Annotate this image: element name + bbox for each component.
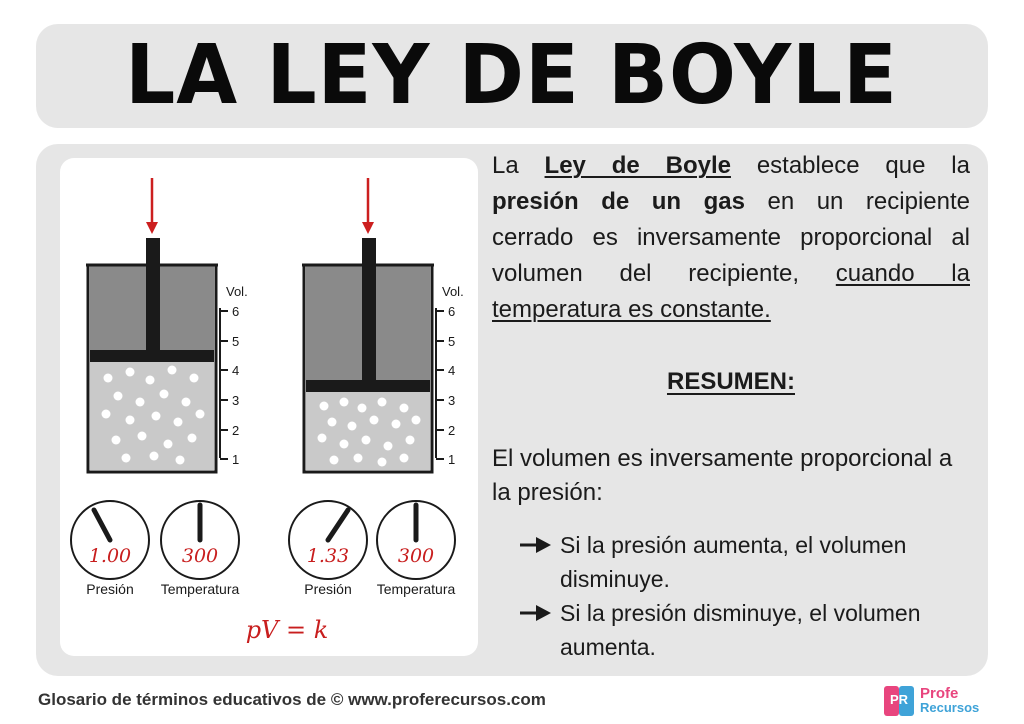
vol-label: Vol. [226, 284, 248, 299]
arrowhead-icon [362, 222, 374, 234]
intro-line: presión de un gas en un recipiente [492, 188, 970, 215]
gas-chamber [306, 386, 430, 470]
list-item [520, 596, 960, 664]
temperature-label: Temperatura [160, 581, 240, 597]
intro-line: temperatura es constante. [492, 296, 771, 323]
resumen-heading: RESUMEN: [666, 368, 795, 395]
list-item [520, 528, 960, 596]
temperature-value: 300 [181, 545, 219, 567]
pressure-label: Presión [304, 581, 352, 597]
intro-line: volumen del recipiente, cuando la [492, 260, 970, 287]
piston-rod [362, 238, 376, 382]
cylinder-1 [86, 178, 248, 472]
scale-mark: 5 [232, 334, 240, 349]
logo-text: Profe Recursos [920, 685, 980, 715]
diagram-svg [60, 158, 478, 656]
term-ley-de-boyle: Ley de Boyle [544, 152, 731, 179]
arrow-right-icon [520, 604, 552, 622]
bullet-text: Si la presión disminuye, el volumen aumenta. [560, 600, 921, 660]
cylinder-2 [302, 178, 464, 472]
pressure-value: 1.00 [88, 545, 132, 567]
scale-mark: 4 [232, 363, 240, 378]
pressure-value: 1.33 [306, 545, 350, 567]
scale-mark: 2 [232, 423, 240, 438]
gauge-pressure-2 [289, 501, 367, 597]
scale-mark: 5 [448, 334, 456, 349]
volume-scale [436, 304, 455, 467]
scale-mark: 6 [448, 304, 456, 319]
intro-line: La Ley de Boyle establece que la [492, 152, 970, 179]
boyle-diagram [60, 158, 478, 656]
title-banner [36, 24, 988, 128]
scale-mark: 1 [448, 452, 456, 467]
page-title: LA LEY DE BOYLE [125, 28, 899, 123]
temperature-label: Temperatura [376, 581, 456, 597]
boyle-formula: pV = k [245, 616, 329, 644]
bullet-list [520, 528, 960, 664]
gauge-temperature-1 [161, 501, 240, 597]
footer-credit: Glosario de términos educativos de © www.proferecursos.com [38, 690, 546, 709]
vol-label: Vol. [442, 284, 464, 299]
scale-mark: 3 [448, 393, 456, 408]
bullet-text: Si la presión aumenta, el volumen disminuye. [560, 532, 907, 592]
intro-paragraph [492, 148, 970, 328]
scale-mark: 6 [232, 304, 240, 319]
term-presion-gas: presión de un gas [492, 188, 745, 215]
pressure-label: Presión [86, 581, 134, 597]
intro-line: cerrado es inversamente proporcional al [492, 224, 970, 251]
piston-rod [146, 238, 160, 352]
scale-mark: 2 [448, 423, 456, 438]
arrowhead-icon [146, 222, 158, 234]
summary-text: El volumen es inversamente proporcional a la presión: [492, 445, 953, 506]
arrow-right-icon [520, 536, 552, 554]
logo-badge-text: PR [889, 692, 909, 707]
volume-scale [220, 304, 239, 467]
scale-mark: 1 [232, 452, 240, 467]
gauge-pressure-1 [71, 501, 149, 597]
scale-mark: 4 [448, 363, 456, 378]
gauge-temperature-2 [377, 501, 456, 597]
temperature-value: 300 [397, 545, 435, 567]
scale-mark: 3 [232, 393, 240, 408]
